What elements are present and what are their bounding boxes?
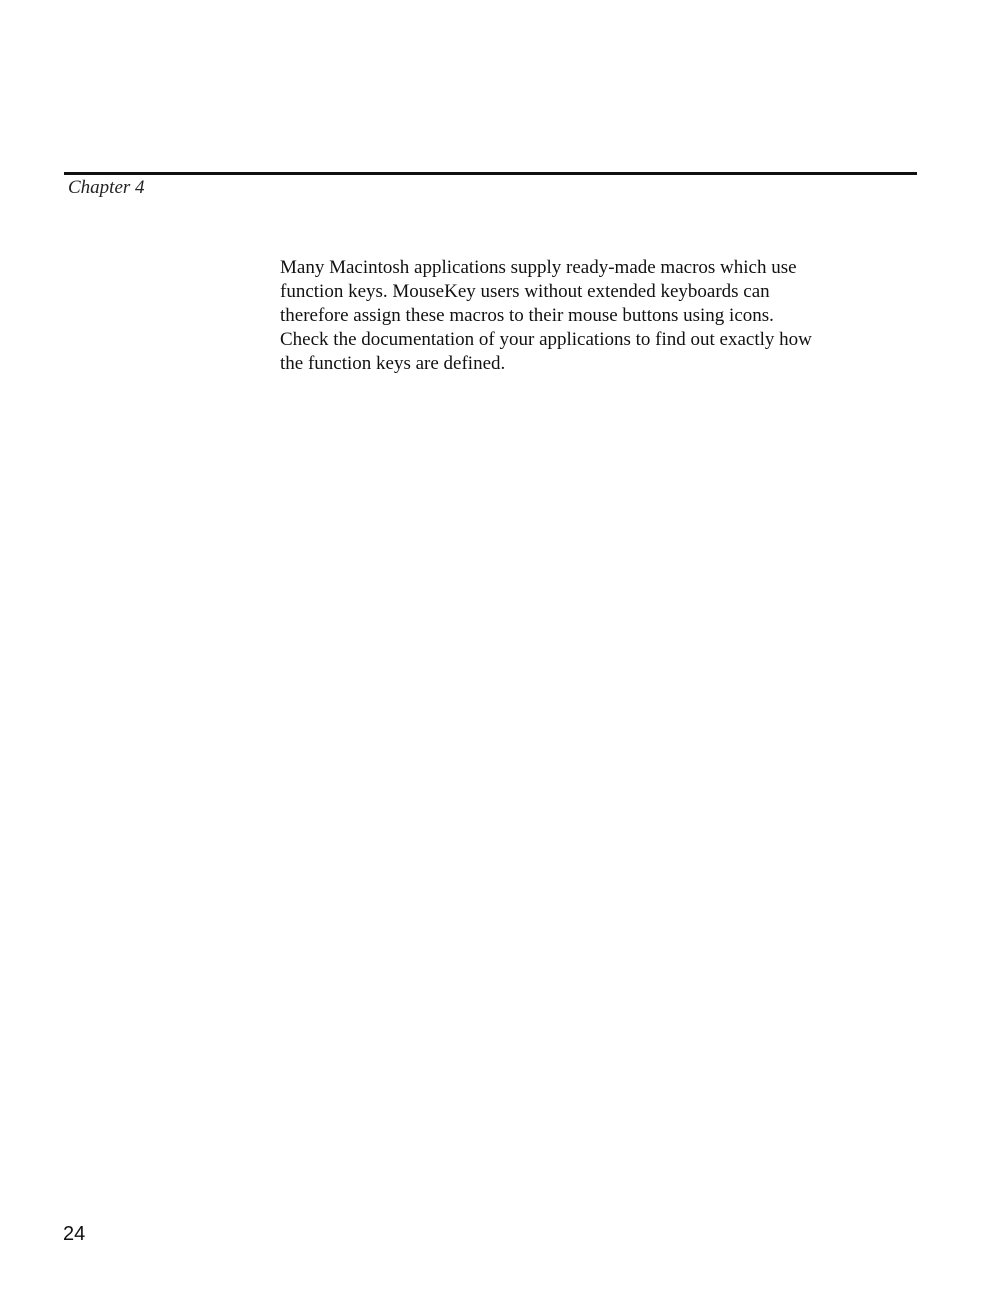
page-number: 24 xyxy=(63,1223,86,1245)
body-line: Check the documentation of your applications to find out exactly how xyxy=(280,329,812,350)
body-line: function keys. MouseKey users without extended keyboards can xyxy=(280,281,770,302)
body-paragraph xyxy=(280,256,908,376)
header-rule xyxy=(64,172,917,175)
body-line: Many Macintosh applications supply ready-made macros which use xyxy=(280,257,797,278)
body-line: the function keys are defined. xyxy=(280,353,506,374)
chapter-label: Chapter 4 xyxy=(68,177,145,198)
body-line: therefore assign these macros to their mouse buttons using icons. xyxy=(280,305,774,326)
